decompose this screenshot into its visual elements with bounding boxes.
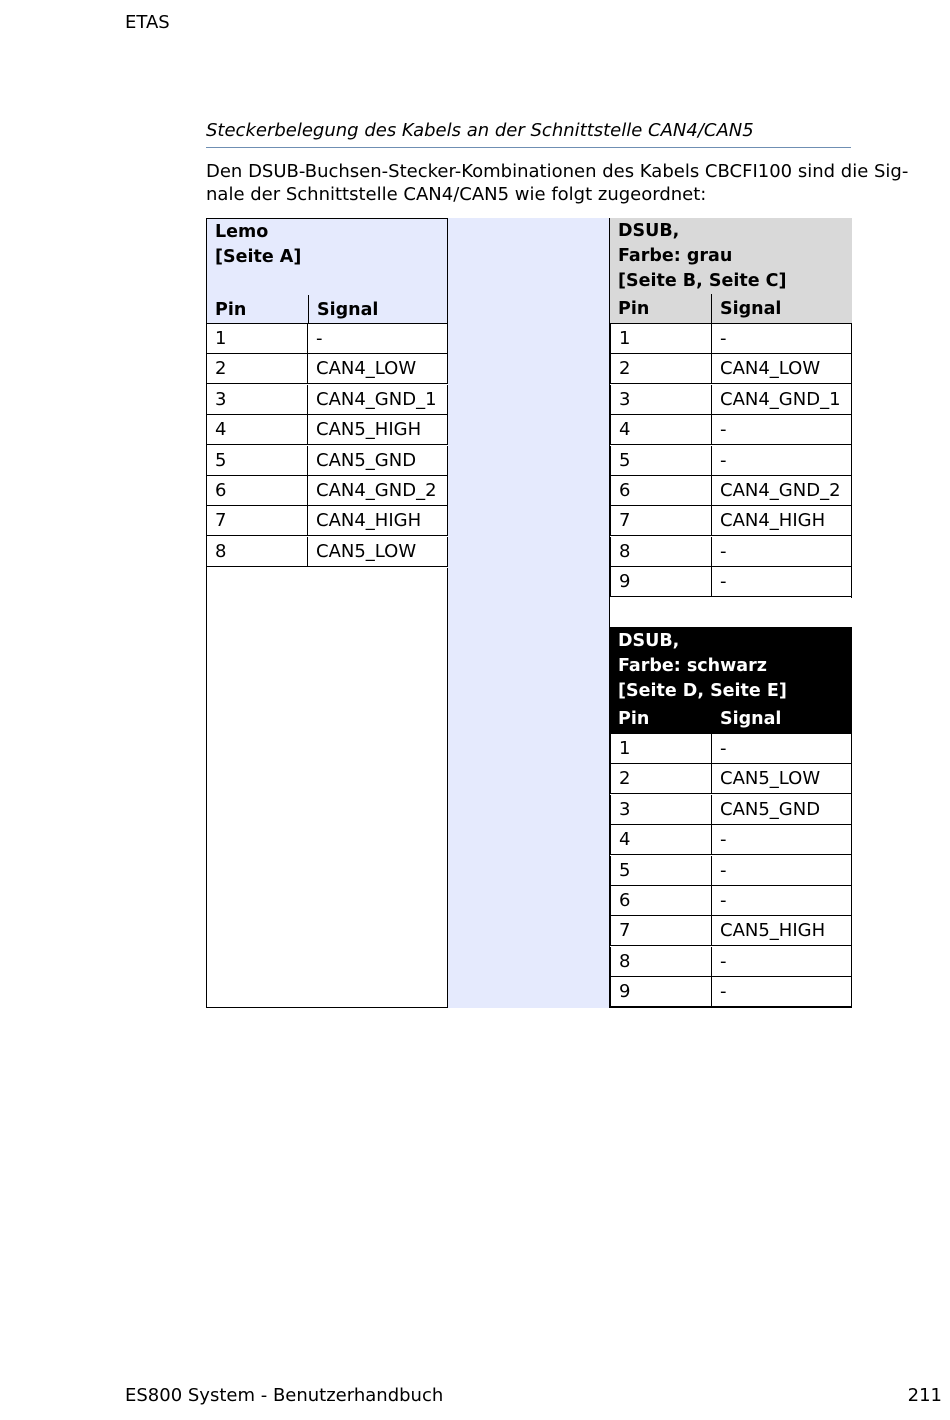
pin-assignment-table [206,218,852,1008]
table-cell-pin: 2 [206,354,308,384]
table-cell-pin: 7 [610,506,712,536]
table-cell-pin: 3 [206,385,308,415]
table-cell-pin: 1 [610,324,712,354]
table-cell-signal: - [308,324,448,354]
lemo-title-line2: [Seite A] [215,247,302,267]
table-cell-signal: CAN4_GND_1 [712,385,852,415]
lemo-header [206,218,448,324]
table-cell-signal: - [712,324,852,354]
table-cell-signal: CAN5_HIGH [308,415,448,445]
table-cell-pin: 9 [610,567,712,597]
middle-band [448,218,610,1008]
table-cell-pin: 5 [610,856,712,886]
table-cell-signal: CAN5_GND [308,446,448,476]
lemo-col-pin: Pin [215,300,247,320]
table-cell-pin: 1 [206,324,308,354]
schwarz-title-line1: DSUB, [618,631,680,651]
table-cell-signal: - [712,567,852,597]
table-cell-signal: - [712,977,852,1007]
table-cell-signal: - [712,825,852,855]
table-cell-signal: CAN4_LOW [308,354,448,384]
table-cell-pin: 6 [610,476,712,506]
table-cell-signal: CAN4_HIGH [308,506,448,536]
table-cell-pin: 2 [610,764,712,794]
table-cell-pin: 3 [610,795,712,825]
table-cell-signal: CAN4_GND_2 [712,476,852,506]
table-cell-signal: - [712,415,852,445]
grau-title-line1: DSUB, [618,221,680,241]
table-cell-signal: CAN5_HIGH [712,916,852,946]
table-cell-pin: 6 [206,476,308,506]
table-cell-pin: 8 [610,537,712,567]
table-cell-pin: 4 [610,825,712,855]
table-cell-pin: 4 [206,415,308,445]
table-cell-signal: - [712,446,852,476]
dsub-schwarz-header [610,628,852,734]
page-header-company: ETAS [125,12,170,33]
schwarz-title-line2: Farbe: schwarz [618,656,767,676]
table-cell-pin: 8 [206,537,308,567]
table-cell-pin: 8 [610,947,712,977]
schwarz-col-pin: Pin [618,709,650,729]
schwarz-col-signal: Signal [720,709,782,729]
lemo-col-signal: Signal [317,300,379,320]
table-cell-pin: 2 [610,354,712,384]
schwarz-title-line3: [Seite D, Seite E] [618,681,787,701]
grau-col-pin: Pin [618,299,650,319]
grau-title-line3: [Seite B, Seite C] [618,271,787,291]
lemo-title-line1: Lemo [215,222,269,242]
table-cell-pin: 7 [610,916,712,946]
grau-title-line2: Farbe: grau [618,246,733,266]
table-cell-signal: CAN5_GND [712,795,852,825]
intro-line-2: nale der Schnittstelle CAN4/CAN5 wie folgt zugeordnet: [206,184,707,205]
table-cell-signal: - [712,537,852,567]
table-cell-signal: CAN4_LOW [712,354,852,384]
table-cell-pin: 3 [610,385,712,415]
intro-paragraph [206,160,909,206]
table-cell-pin: 5 [206,446,308,476]
dsub-spacer [610,598,852,628]
table-cell-signal: CAN4_HIGH [712,506,852,536]
table-cell-signal: - [712,947,852,977]
table-cell-signal: CAN4_GND_2 [308,476,448,506]
footer-page-number: 211 [907,1385,942,1406]
table-cell-pin: 5 [610,446,712,476]
lemo-empty-area [206,568,448,1008]
table-cell-signal: CAN4_GND_1 [308,385,448,415]
table-cell-signal: CAN5_LOW [308,537,448,567]
table-cell-pin: 7 [206,506,308,536]
dsub-grau-header [610,218,852,324]
intro-line-1: Den DSUB-Buchsen-Stecker-Kombinationen des Kabels CBCFI100 sind die Sig- [206,161,909,182]
table-cell-signal: - [712,734,852,764]
section-caption: Steckerbelegung des Kabels an der Schnittstelle CAN4/CAN5 [206,120,851,148]
table-cell-signal: - [712,886,852,916]
table-cell-pin: 9 [610,977,712,1007]
table-cell-pin: 1 [610,734,712,764]
table-cell-pin: 6 [610,886,712,916]
footer-manual-title: ES800 System - Benutzerhandbuch [125,1385,444,1406]
grau-col-signal: Signal [720,299,782,319]
table-cell-signal: - [712,856,852,886]
table-cell-signal: CAN5_LOW [712,764,852,794]
table-cell-pin: 4 [610,415,712,445]
